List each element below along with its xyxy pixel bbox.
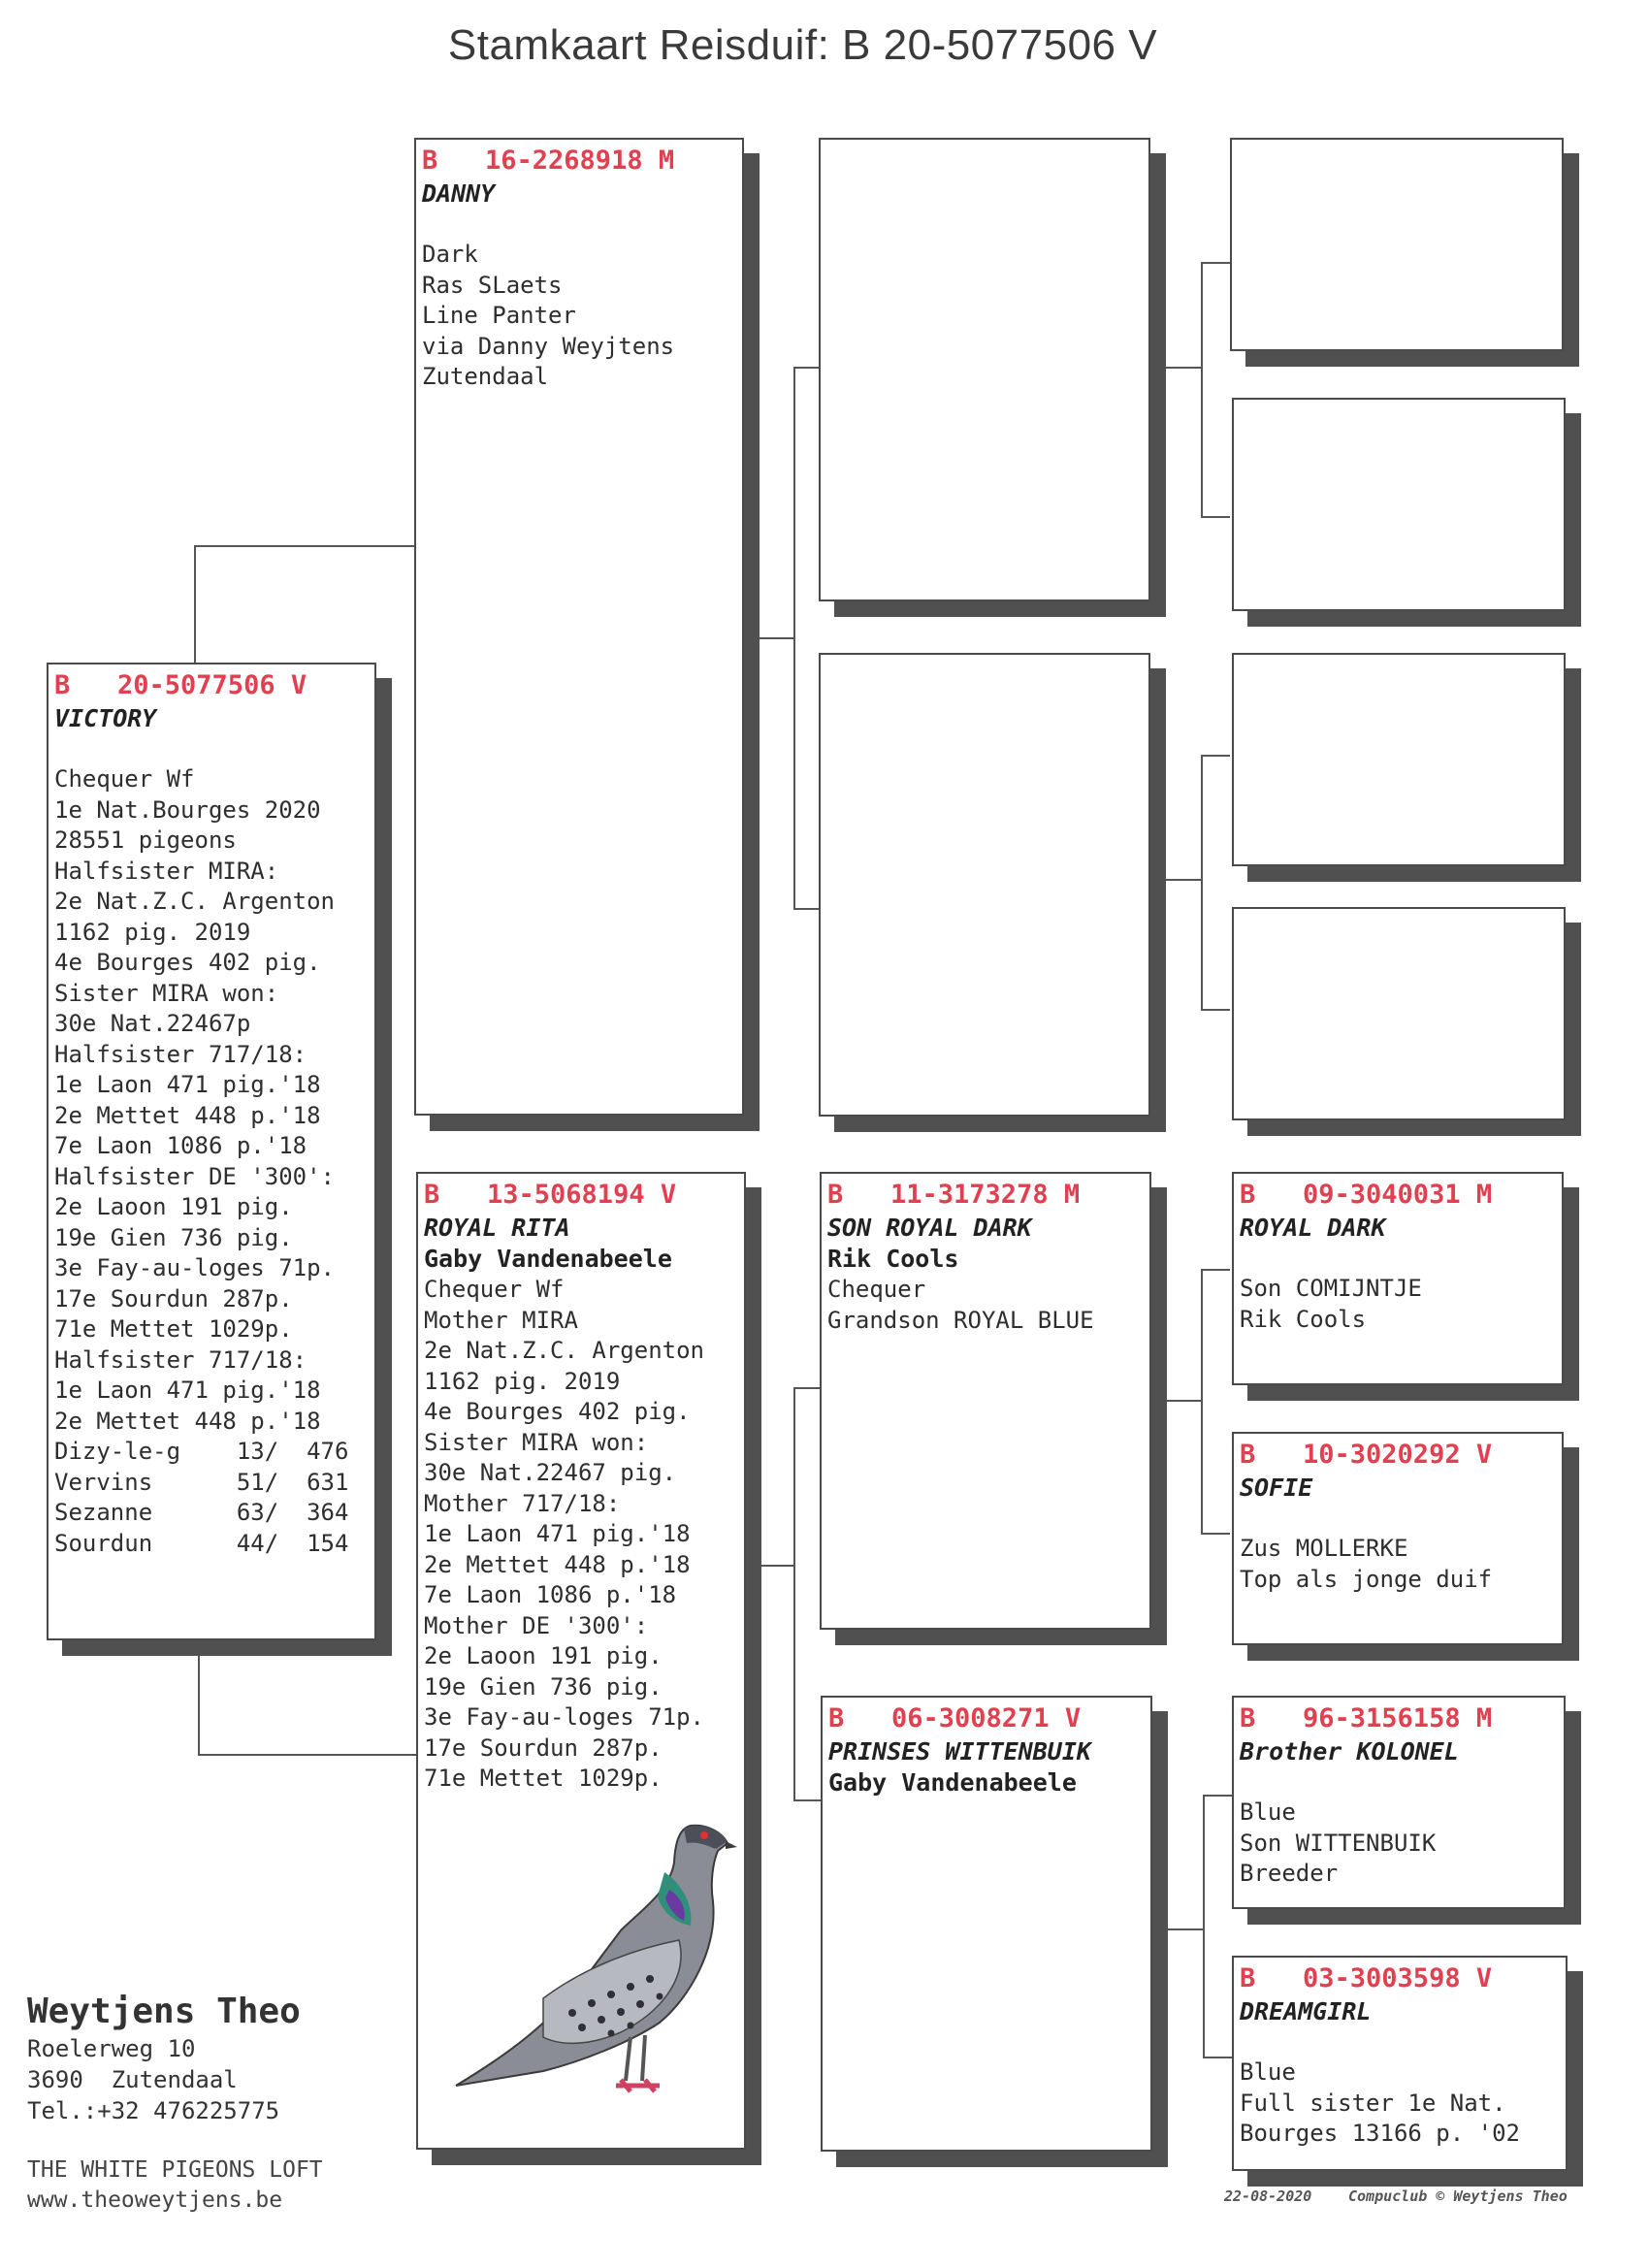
pigeon-name: ROYAL DARK	[1240, 1214, 1386, 1242]
detail-line: 1e Laon 471 pig.'18	[54, 1377, 321, 1404]
owner-info	[27, 1991, 301, 2126]
pigeon-details	[424, 1275, 738, 1795]
breeder-name: Gaby Vandenabeele	[424, 1245, 672, 1273]
pigeon-name: DREAMGIRL	[1240, 1997, 1372, 2025]
pigeon-name: PRINSES WITTENBUIK	[828, 1737, 1091, 1766]
connector	[1201, 755, 1203, 1009]
detail-line: 30e Nat.22467p	[54, 1010, 251, 1037]
detail-line: 19e Gien 736 pig.	[424, 1672, 663, 1701]
ring-number: B 10-3020292 V	[1240, 1440, 1493, 1470]
connector	[793, 1799, 821, 1801]
detail-line: Halfsister MIRA:	[54, 857, 279, 885]
ggp-royal-dark-card[interactable]	[1232, 1172, 1564, 1385]
pigeon-name: SOFIE	[1240, 1474, 1313, 1502]
detail-line: Son WITTENBUIK	[1240, 1829, 1437, 1857]
detail-line: Dizy-le-g 13/ 476	[54, 1438, 349, 1465]
detail-line: Chequer Wf	[54, 765, 195, 793]
detail-line: 2e Mettet 448 p.'18	[54, 1101, 321, 1129]
print-date: 22-08-2020	[1224, 2187, 1312, 2205]
detail-line: 2e Laoon 191 pig.	[54, 1193, 293, 1220]
pigeon-illustration	[436, 1804, 737, 2124]
detail-line: Halfsister DE '300':	[54, 1162, 335, 1190]
ring-number: B 09-3040031 M	[1240, 1180, 1493, 1210]
detail-line: 2e Laoon 191 pig.	[424, 1642, 663, 1669]
connector	[1203, 2057, 1232, 2058]
breeder-name: Gaby Vandenabeele	[828, 1768, 1077, 1797]
detail-line: 1e Laon 471 pig.'18	[424, 1520, 691, 1547]
connector	[793, 908, 819, 910]
connector	[198, 1754, 417, 1756]
detail-line: 7e Laon 1086 p.'18	[424, 1581, 677, 1608]
connector	[1201, 1009, 1230, 1011]
pigeon-name: VICTORY	[54, 704, 157, 732]
connector	[1201, 1269, 1203, 1533]
connector	[1166, 367, 1201, 369]
detail-line: 3e Fay-au-loges 71p.	[54, 1254, 335, 1281]
owner-city: 3690 Zutendaal	[27, 2066, 238, 2093]
detail-line: Mother DE '300':	[424, 1611, 649, 1639]
ggp-card[interactable]	[1232, 653, 1566, 866]
detail-line: Sister MIRA won:	[54, 979, 279, 1007]
owner-name: Weytjens Theo	[27, 1992, 301, 2031]
detail-line: Son COMIJNTJE	[1240, 1275, 1422, 1302]
detail-line: Line Panter	[422, 302, 576, 329]
detail-line: 71e Mettet 1029p.	[54, 1315, 293, 1343]
connector	[1201, 516, 1230, 518]
detail-line: Vervins 51/ 631	[54, 1468, 349, 1496]
ring-number: B 20-5077506 V	[54, 670, 307, 700]
connector	[1166, 1400, 1201, 1402]
pigeon-details	[1240, 1798, 1558, 1890]
ggp-sofie-card[interactable]	[1232, 1432, 1564, 1645]
connector	[1203, 1795, 1205, 2057]
detail-line: 1e Laon 471 pig.'18	[54, 1071, 321, 1098]
sire-card[interactable]	[414, 138, 744, 1116]
detail-line: Rik Cools	[1240, 1305, 1367, 1333]
detail-line: Bourges 13166 p. '02	[1240, 2120, 1520, 2147]
loft-info	[27, 2155, 323, 2216]
ring-number: B 06-3008271 V	[828, 1703, 1082, 1733]
pigeon-name: DANNY	[422, 179, 496, 208]
detail-line: 4e Bourges 402 pig.	[54, 949, 321, 976]
dam-sire-card[interactable]	[820, 1172, 1151, 1630]
detail-line: Dark	[422, 241, 478, 268]
detail-line: 71e Mettet 1029p.	[424, 1765, 663, 1792]
detail-line: Sezanne 63/ 364	[54, 1499, 349, 1526]
detail-line: 19e Gien 736 pig.	[54, 1223, 293, 1251]
loft-name: THE WHITE PIGEONS LOFT	[27, 2157, 323, 2183]
sire-dam-card[interactable]	[819, 653, 1150, 1117]
ring-number: B 13-5068194 V	[424, 1180, 677, 1210]
detail-line: 2e Nat.Z.C. Argenton	[54, 888, 335, 915]
ggp-card[interactable]	[1232, 907, 1566, 1120]
pigeon-details	[54, 764, 369, 1559]
detail-line: Halfsister 717/18:	[54, 1040, 307, 1068]
detail-line: Breeder	[1240, 1860, 1339, 1887]
connector	[1168, 1928, 1203, 1930]
connector	[793, 367, 819, 369]
detail-line: 1162 pig. 2019	[54, 918, 251, 946]
pigeon-name: SON ROYAL DARK	[827, 1214, 1032, 1242]
detail-line: Zus MOLLERKE	[1240, 1535, 1408, 1562]
detail-line: 2e Nat.Z.C. Argenton	[424, 1337, 704, 1364]
detail-line: 3e Fay-au-loges 71p.	[424, 1703, 704, 1731]
detail-line: Halfsister 717/18:	[54, 1345, 307, 1374]
connector	[1203, 1795, 1232, 1797]
ring-number: B 96-3156158 M	[1240, 1703, 1493, 1733]
detail-line: 1e Nat.Bourges 2020	[54, 795, 321, 824]
ring-number: B 11-3173278 M	[827, 1180, 1081, 1210]
detail-line: 2e Mettet 448 p.'18	[54, 1407, 321, 1435]
pigeon-name: ROYAL RITA	[424, 1214, 570, 1242]
detail-line: Grandson ROYAL BLUE	[827, 1306, 1094, 1334]
connector	[1201, 1533, 1230, 1535]
detail-line: Mother MIRA	[424, 1306, 578, 1334]
connector	[755, 637, 793, 639]
connector	[198, 1639, 200, 1754]
connector	[1201, 262, 1203, 516]
detail-line: 2e Mettet 448 p.'18	[424, 1550, 691, 1578]
ring-number: B 03-3003598 V	[1240, 1963, 1493, 1993]
subject-card[interactable]	[47, 663, 376, 1640]
ring-number: B 16-2268918 M	[422, 146, 675, 176]
connector	[793, 367, 795, 908]
detail-line: Chequer	[827, 1276, 926, 1303]
copyright: Compuclub © Weytjens Theo	[1348, 2187, 1568, 2205]
connector	[1166, 879, 1201, 881]
pigeon-details	[1240, 1534, 1556, 1595]
connector	[755, 1565, 793, 1567]
detail-line: Blue	[1240, 1798, 1296, 1826]
owner-phone: Tel.:+32 476225775	[27, 2097, 280, 2124]
detail-line: Blue	[1240, 2058, 1296, 2086]
connector	[1201, 262, 1230, 264]
sire-sire-card[interactable]	[819, 138, 1150, 601]
detail-line: 1162 pig. 2019	[424, 1367, 621, 1395]
detail-line: 17e Sourdun 287p.	[424, 1733, 663, 1762]
detail-line: 17e Sourdun 287p.	[54, 1284, 293, 1312]
detail-line: Full sister 1e Nat.	[1240, 2089, 1506, 2117]
detail-line: Zutendaal	[422, 363, 549, 390]
pigeon-details	[827, 1275, 1144, 1336]
detail-line: Chequer Wf	[424, 1276, 565, 1303]
page-title: Stamkaart Reisduif: B 20-5077506 V	[447, 21, 1158, 69]
connector	[1201, 1269, 1230, 1271]
ggp-kolonel-card[interactable]	[1232, 1696, 1566, 1909]
connector	[194, 545, 196, 667]
connector	[793, 1387, 795, 1799]
detail-line: 4e Bourges 402 pig.	[424, 1398, 691, 1425]
connector	[194, 545, 415, 547]
pigeon-details	[1240, 1274, 1556, 1335]
ggp-dreamgirl-card[interactable]	[1232, 1956, 1568, 2171]
website-link[interactable]: www.theoweytjens.be	[27, 2187, 283, 2213]
detail-line: Top als jonge duif	[1240, 1565, 1493, 1593]
connector	[1201, 755, 1230, 757]
detail-line: 30e Nat.22467 pig.	[424, 1459, 677, 1486]
detail-line: via Danny Weyjtens	[422, 332, 675, 360]
breeder-name: Rik Cools	[827, 1245, 959, 1273]
detail-line: 28551 pigeons	[54, 826, 237, 854]
pigeon-details	[422, 240, 736, 393]
owner-address: Roelerweg 10	[27, 2035, 196, 2062]
detail-line: Sister MIRA won:	[424, 1428, 649, 1456]
detail-line: Mother 717/18:	[424, 1489, 621, 1517]
dam-dam-card[interactable]	[821, 1696, 1152, 2152]
detail-line: Sourdun 44/ 154	[54, 1529, 349, 1557]
pigeon-details	[1240, 2057, 1560, 2150]
detail-line: Ras SLaets	[422, 271, 563, 299]
pigeon-name: Brother KOLONEL	[1240, 1737, 1459, 1766]
ggp-card[interactable]	[1230, 138, 1564, 351]
ggp-card[interactable]	[1232, 398, 1566, 611]
connector	[793, 1387, 821, 1389]
detail-line: 7e Laon 1086 p.'18	[54, 1132, 307, 1159]
